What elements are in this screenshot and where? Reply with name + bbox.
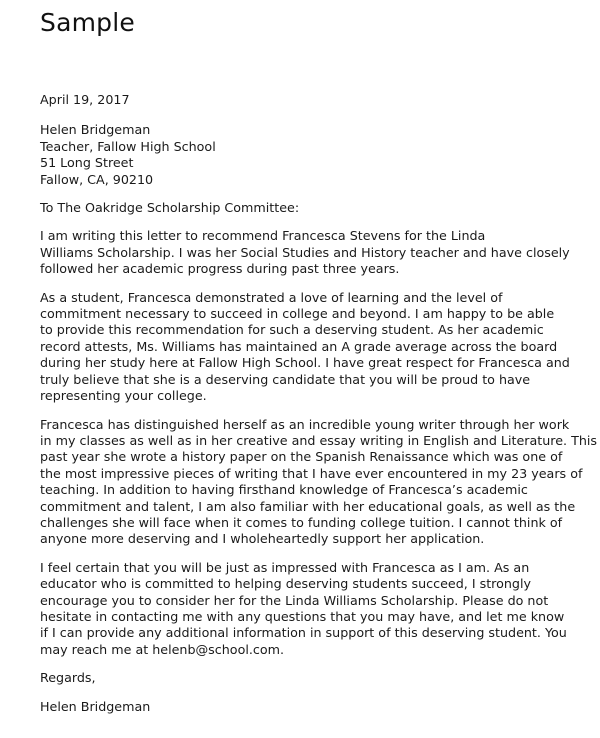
paragraph-3	[40, 416, 598, 548]
paragraph-line: I feel certain that you will be just as impressed with Francesca as I am. As an	[40, 559, 530, 575]
paragraph-line: during her study here at Fallow High School. I have great respect for Francesca and	[40, 355, 570, 371]
paragraph-line: past year she wrote a history paper on the Spanish Renaissance which was one of	[40, 449, 563, 465]
paragraph-line: I am writing this letter to recommend Francesca Stevens for the Linda	[40, 228, 486, 244]
paragraph-1	[40, 228, 580, 277]
paragraph-line: commitment and talent, I am also familiar with her educational goals, as well as the	[40, 498, 576, 514]
paragraph-line: As a student, Francesca demonstrated a love of learning and the level of	[40, 289, 503, 305]
paragraph-line: may reach me at helenb@school.com.	[40, 641, 285, 657]
salutation	[40, 200, 580, 216]
page-heading: Sample	[40, 8, 135, 37]
salutation-line: To The Oakridge Scholarship Committee:	[40, 200, 300, 216]
sender-street: 51 Long Street	[40, 155, 134, 171]
paragraph-line: challenges she will face when it comes to funding college tuition. I cannot think of	[40, 514, 563, 530]
paragraph-line: hesitate in contacting me with any questions that you may have, and let me know	[40, 608, 565, 624]
paragraph-line: in my classes as well as in her creative and essay writing in English and Literature. This	[40, 432, 598, 448]
date-line: April 19, 2017	[40, 92, 130, 107]
paragraph-line: anyone more deserving and I wholeheartedly support her application.	[40, 531, 485, 547]
sender-city: Fallow, CA, 90210	[40, 171, 154, 187]
sender-title: Teacher, Fallow High School	[40, 138, 216, 154]
paragraph-4	[40, 560, 580, 658]
paragraph-line: Williams Scholarship. I was her Social Studies and History teacher and have closely	[40, 244, 570, 260]
signature-name: Helen Bridgeman	[40, 698, 151, 714]
paragraph-line: record attests, Ms. Williams has maintained an A grade average across the board	[40, 338, 558, 354]
closing	[40, 670, 580, 686]
paragraph-2	[40, 290, 580, 405]
sender-address	[40, 122, 580, 188]
sender-name: Helen Bridgeman	[40, 122, 151, 138]
paragraph-line: followed her academic progress during past three years.	[40, 261, 400, 277]
paragraph-line: truly believe that she is a deserving candidate that you will be proud to have	[40, 371, 531, 387]
paragraph-line: encourage you to consider her for the Linda Williams Scholarship. Please do not	[40, 592, 549, 608]
paragraph-line: commitment necessary to succeed in college and beyond. I am happy to be able	[40, 306, 555, 322]
paragraph-line: the most impressive pieces of writing that I have ever encountered in my 23 years of	[40, 465, 583, 481]
paragraph-line: teaching. In addition to having firsthand knowledge of Francesca’s academic	[40, 482, 528, 498]
paragraph-line: Francesca has distinguished herself as an incredible young writer through her work	[40, 416, 570, 432]
paragraph-line: to provide this recommendation for such a deserving student. As her academic	[40, 322, 544, 338]
paragraph-line: educator who is committed to helping deserving students succeed, I strongly	[40, 576, 532, 592]
signature	[40, 699, 580, 715]
letter-date	[40, 92, 580, 108]
paragraph-line: representing your college.	[40, 388, 207, 404]
paragraph-line: if I can provide any additional information in support of this deserving student. You	[40, 625, 567, 641]
letter-body	[40, 92, 598, 715]
closing-line: Regards,	[40, 670, 96, 686]
